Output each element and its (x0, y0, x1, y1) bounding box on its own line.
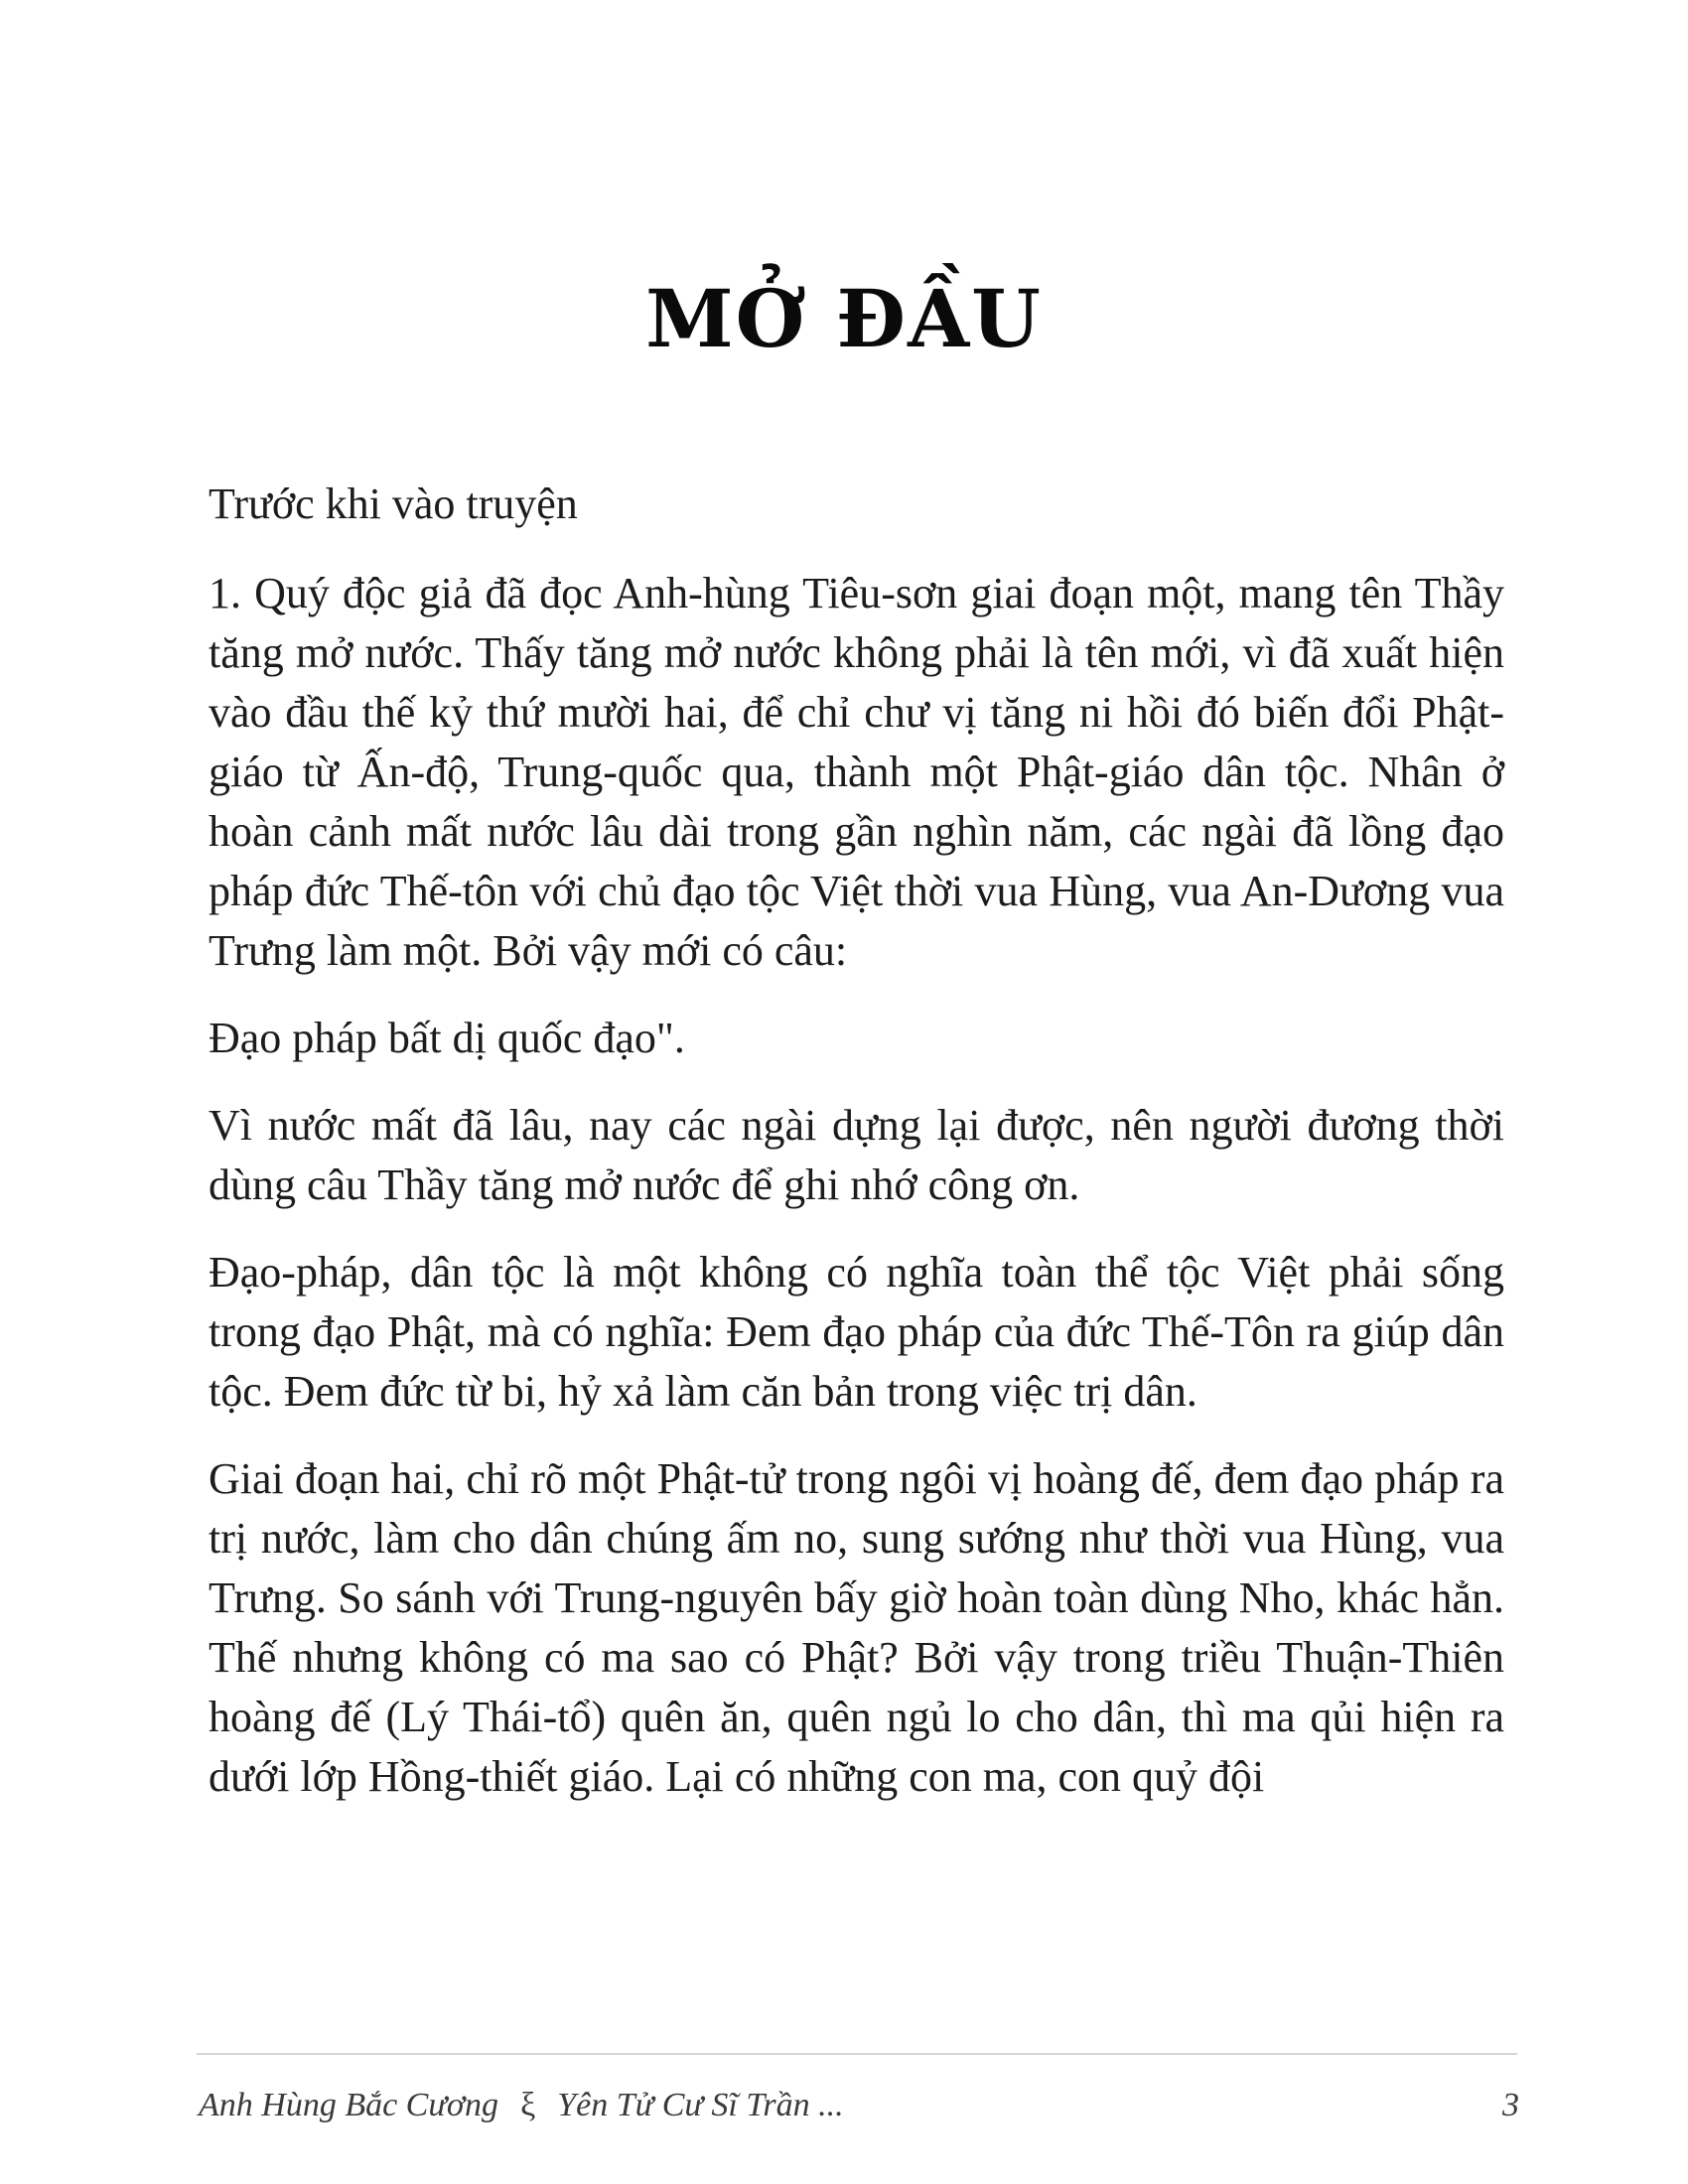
footer-left (199, 2087, 844, 2124)
paragraph: Vì nước mất đã lâu, nay các ngài dựng lại được, nên người đương thời dùng câu Thầy tăng mở nước để ghi nhớ công ơn. (209, 1101, 1504, 1209)
section-intro-line: Trước khi vào truyện (209, 479, 578, 528)
footer-book-title: Anh Hùng Bắc Cương (199, 2087, 499, 2123)
footer-divider (197, 2053, 1517, 2055)
footer-separator: ξ (520, 2087, 536, 2123)
chapter-title: MỞ ĐẦU (645, 271, 1043, 365)
paragraph: 1. Quý độc giả đã đọc Anh-hùng Tiêu-sơn giai đoạn một, mang tên Thầy tăng mở nước. Thấy tăng mở nước không phải là tên mới, vì đã xuất hiện vào đầu thế kỷ thứ mười hai, để chỉ chư vị tăng ni hồi đó biến đổi Phật-giáo từ Ấn-độ, Trung-quốc qua, thành một Phật-giáo dân tộc. Nhân ở hoàn cảnh mất nước lâu dài trong gần nghìn năm, các ngài đã lồng đạo pháp đức Thế-tôn với chủ đạo tộc Việt thời vua Hùng, vua An-Dương vua Trưng làm một. Bởi vậy mới có câu: (209, 569, 1504, 975)
paragraph: Đạo-pháp, dân tộc là một không có nghĩa toàn thể tộc Việt phải sống trong đạo Phật, mà có nghĩa: Đem đạo pháp của đức Thế-Tôn ra giúp dân tộc. Đem đức từ bi, hỷ xả làm căn bản trong việc trị dân. (209, 1248, 1504, 1416)
paragraph: Giai đoạn hai, chỉ rõ một Phật-tử trong ngôi vị hoàng đế, đem đạo pháp ra trị nước, làm cho dân chúng ấm no, sung sướng như thời vua Hùng, vua Trưng. So sánh với Trung-nguyên bấy giờ hoàn toàn dùng Nho, khác hẳn. Thế nhưng không có ma sao có Phật? Bởi vậy trong triều Thuận-Thiên hoàng đế (Lý Thái-tổ) quên ăn, quên ngủ lo cho dân, thì ma qủi hiện ra dưới lớp Hồng-thiết giáo. Lại có những con ma, con quỷ đội (209, 1454, 1504, 1801)
footer-author: Yên Tử Cư Sĩ Trần ... (557, 2087, 844, 2123)
paragraph: Đạo pháp bất dị quốc đạo". (209, 1014, 685, 1062)
body-text (209, 475, 1504, 1835)
page-number: 3 (1502, 2087, 1519, 2123)
